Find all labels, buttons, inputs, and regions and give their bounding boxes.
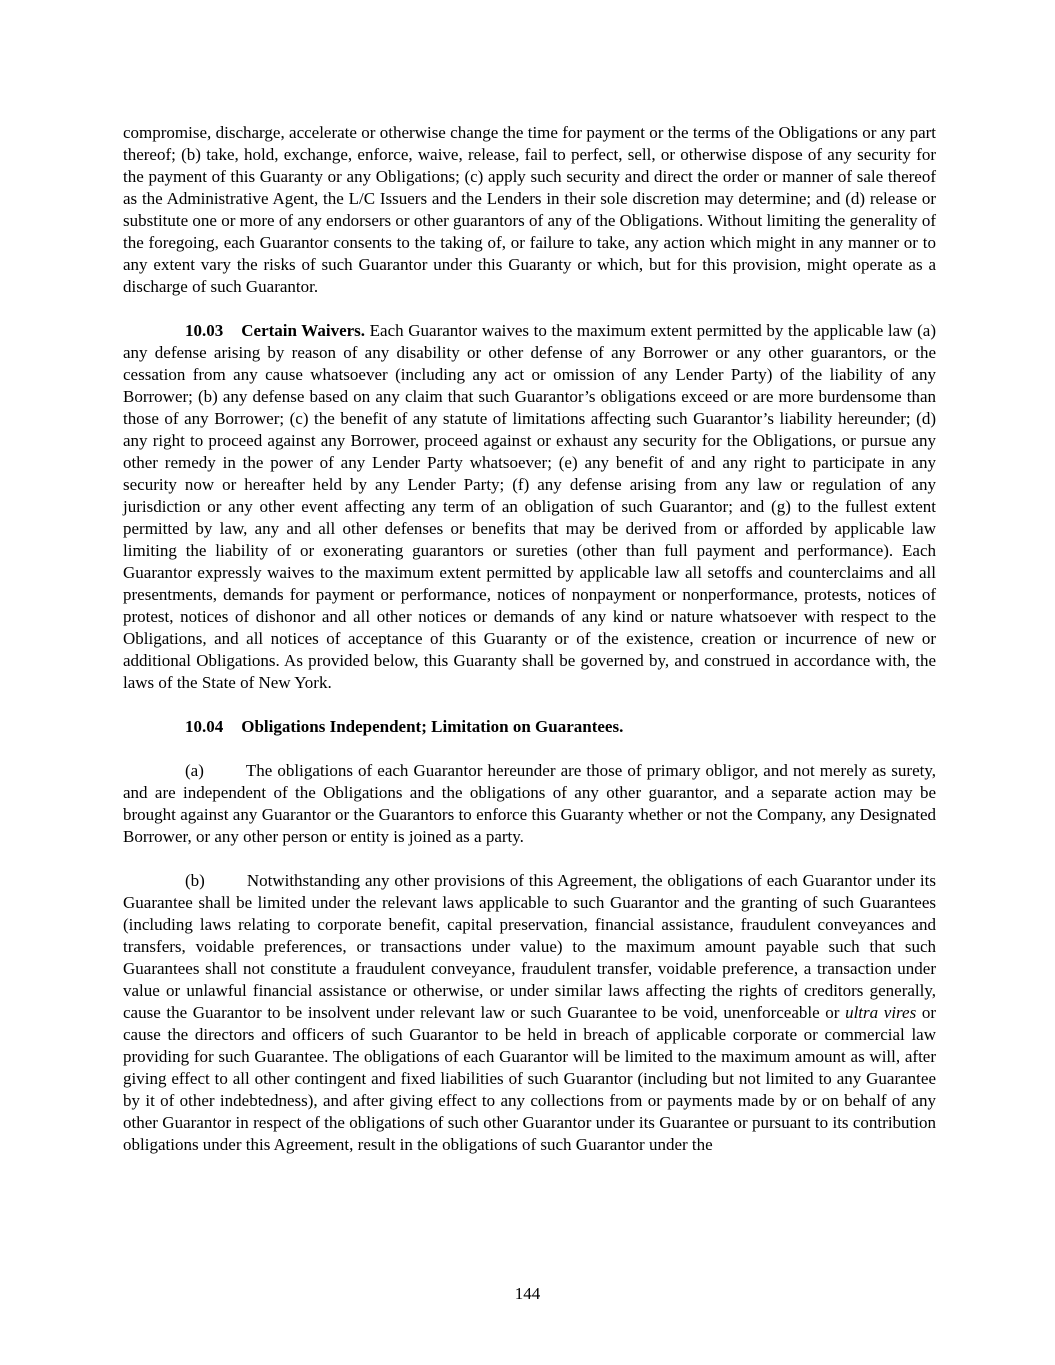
section-10-04-heading xyxy=(123,716,936,738)
latin-phrase-italic: ultra vires xyxy=(845,1003,917,1022)
subsection-b-label: (b) xyxy=(185,871,205,890)
subsection-b-text-2: or cause the directors and officers of such Guarantor to be held in breach of applicable corporate or commercial law providing for such Guarantee. The obligations of each Guarantor will be limited to the maximum amount as will, after giving effect to all other contingent and fixed liabilities of such Guarantor (including but not limited to any Guarantee by it of other indebtedness), and after giving effect to any collections from or payments made by or on behalf of any other Guarantor in respect of the obligations of such other Guarantor under its Guarantee or pursuant to its contribution obligations under this Agreement, result in the obligations of such Guarantor under the xyxy=(123,1003,936,1154)
section-10-04-title: Obligations Independent; Limitation on Guarantees. xyxy=(241,717,624,736)
section-10-03-title: Certain Waivers. xyxy=(241,321,366,340)
paragraph-continuation: compromise, discharge, accelerate or otherwise change the time for payment or the terms of the Obligations or any part thereof; (b) take, hold, exchange, enforce, waive, release, fail to perfect, sell, or otherwise dispose of any security for the payment of this Guaranty or any Obligations; (c) apply such security and direct the order or manner of sale thereof as the Administrative Agent, the L/C Issuers and the Lenders in their sole discretion may determine; and (d) release or substitute one or more of any endorsers or other guarantors of any of the Obligations. Without limiting the generality of the foregoing, each Guarantor consents to the taking of, or failure to take, any action which might in any manner or to any extent vary the risks of such Guarantor under this Guaranty or which, but for this provision, might operate as a discharge of such Guarantor. xyxy=(123,123,936,296)
section-10-03-paragraph xyxy=(123,320,936,694)
subsection-b-text-1: Notwithstanding any other provisions of this Agreement, the obligations of each Guarantor under its Guarantee shall be limited under the relevant laws applicable to such Guarantor and the granting of such Guarantees (including laws relating to corporate benefit, capital preservation, financial assistance, fraudulent conveyances and transfers, voidable preferences, or transactions under value) to the maximum amount payable such that such Guarantees shall not constitute a fraudulent conveyance, fraudulent transfer, voidable preference, a transaction under value or unlawful financial assistance or otherwise, or under similar laws affecting the rights of creditors generally, cause the Guarantor to be insolvent under relevant law or such Guarantee to be void, unenforceable or xyxy=(123,871,936,1022)
section-10-04-number: 10.04 xyxy=(185,717,224,736)
section-10-03-body: Each Guarantor waives to the maximum extent permitted by the applicable law (a) any defense arising by reason of any disability or other defense of any Borrower or any other guarantors, or the cessation from any cause whatsoever (including any act or omission of any Lender Party) of the liability of any Borrower; (b) any defense based on any claim that such Guarantor’s obligations exceed or are more burdensome than those of any Borrower; (c) the benefit of any statute of limitations affecting such Guarantor’s liability hereunder; (d) any right to proceed against any Borrower, proceed against or exhaust any security for the Obligations, or pursue any other remedy in the power of any Lender Party whatsoever; (e) any benefit of and any right to participate in any security now or hereafter held by any Lender Party; (f) any defense arising from any law or regulation of any jurisdiction or any other event affecting any term of an obligation of such Guarantor; and (g) to the fullest extent permitted by law, any and all other defenses or benefits that may be derived from or afforded by applicable law limiting the liability of or exonerating guarantors or sureties (other than full payment and performance). Each Guarantor expressly waives to the maximum extent permitted by applicable law all setoffs and counterclaims and all presentments, demands for payment or performance, notices of nonpayment or nonperformance, protests, notices of protest, notices of dishonor and all other notices or demands of any kind or nature whatsoever with respect to the Obligations, and all notices of acceptance of this Guaranty or of the existence, creation or incurrence of new or additional Obligations. As provided below, this Guaranty shall be governed by, and construed in accordance with, the laws of the State of New York. xyxy=(123,321,936,692)
subsection-a-paragraph xyxy=(123,760,936,848)
subsection-b-paragraph xyxy=(123,870,936,1156)
subsection-a-label: (a) xyxy=(185,761,204,780)
subsection-a-text: The obligations of each Guarantor hereunder are those of primary obligor, and not merely as surety, and are independent of the Obligations and the obligations of any other guarantor, and a separate action may be brought against any Guarantor or the Guarantors to enforce this Guaranty whether or not the Company, any Designated Borrower, or any other person or entity is joined as a party. xyxy=(123,761,936,846)
page-number: 144 xyxy=(514,1284,541,1303)
page-body-text xyxy=(123,122,936,1178)
section-10-03-number: 10.03 xyxy=(185,321,224,340)
